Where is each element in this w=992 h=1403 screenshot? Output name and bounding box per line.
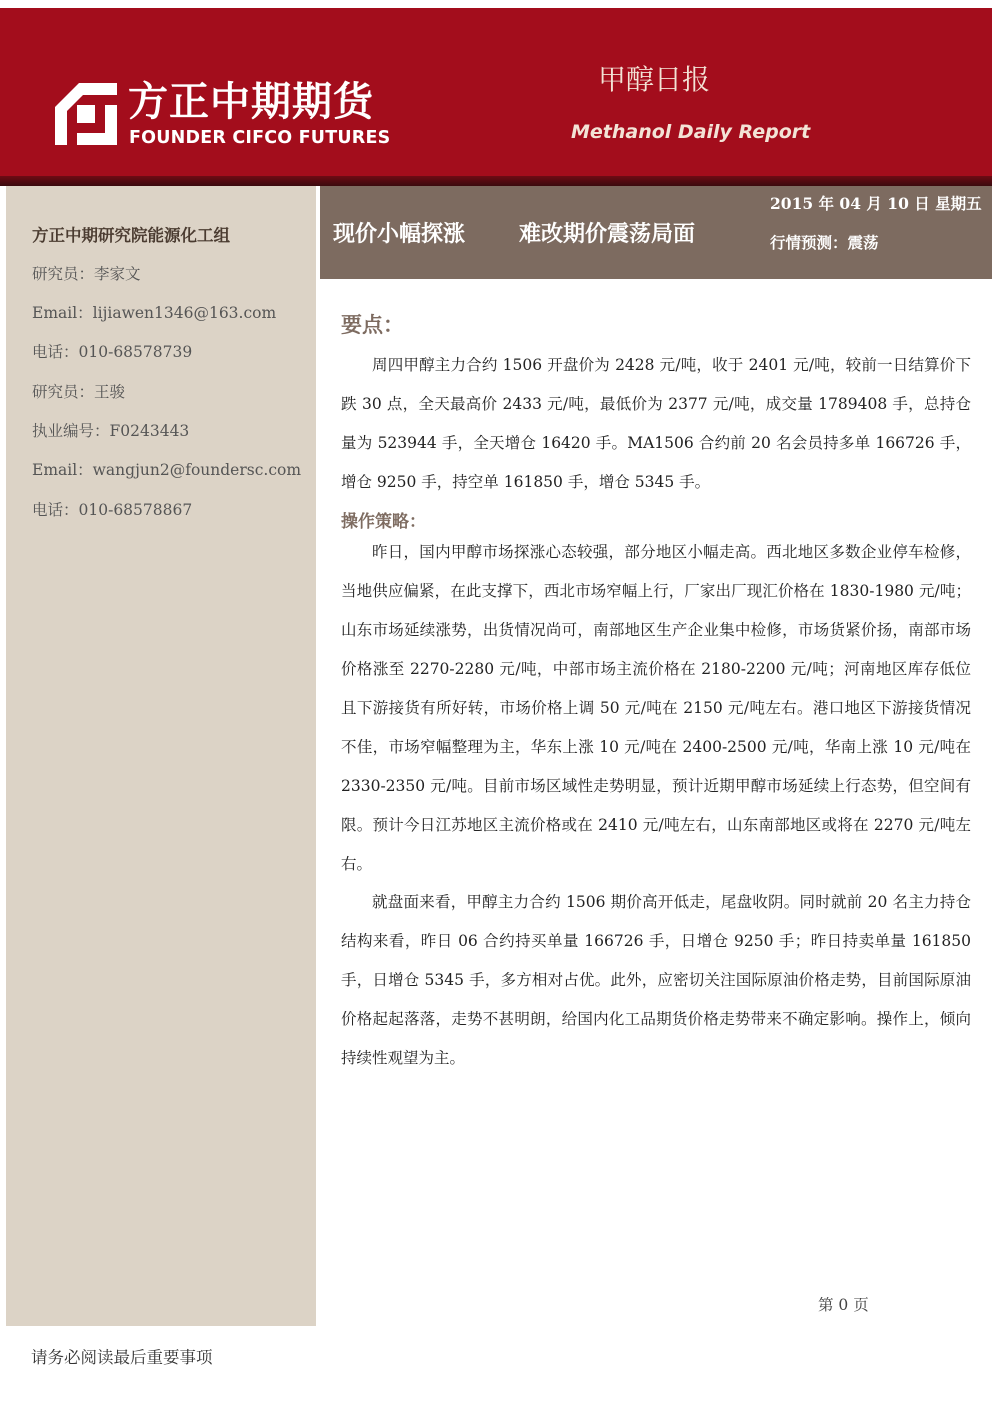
- researcher-2-email: Email：wangjun2@foundersc.com: [32, 461, 302, 479]
- report-subtitle: Methanol Daily Report: [571, 121, 811, 143]
- researcher-1: 研究员：李家文: [32, 265, 141, 283]
- report-date: 2015 年 04 月 10 日 星期五: [770, 194, 982, 213]
- report-title: 甲醇日报: [598, 63, 711, 96]
- company-logo-icon: [55, 83, 117, 145]
- research-group: 方正中期研究院能源化工组: [32, 226, 230, 245]
- strategy-paragraph-1: 昨日，国内甲醇市场探涨心态较强，部分地区小幅走高。西北地区多数企业停车检修，当地供应偏紧，在此支撑下，西北市场窄幅上行，厂家出厂现汇价格在 1830-1980 元/吨；山东市场延续涨势，出货情况尚可，南部地区生产企业集中检修，市场货紧价扬，南部市场价格涨至 2270-2280 元/吨，中部市场主流价格在 2180-2200 元/吨；河南地区库存低位且下游接货有所好转，市场价格上调 50 元/吨在 2150 元/吨左右。港口地区下游接货情况不佳，市场窄幅整理为主，华东上涨 10 元/吨在 2400-2500 元/吨，华南上涨 10 元/吨在 2330-2350 元/吨。目前市场区域性走势明显，预计近期甲醇市场延续上行态势，但空间有限。预计今日江苏地区主流价格或在 2410 元/吨左右，山东南部地区或将在 2270 元/吨左右。: [341, 543, 971, 873]
- headline-secondary: 难改期价震荡局面: [519, 221, 696, 247]
- researcher-2-phone: 电话：010-68578867: [32, 501, 193, 519]
- key-points-paragraph: 周四甲醇主力合约 1506 开盘价为 2428 元/吨，收于 2401 元/吨，较前一日结算价下跌 30 点，全天最高价 2433 元/吨，最低价为 2377 元/吨，成交量 1789408 手，总持仓量为 523944 手，全天增仓 16420 手。MA1506 合约前 20 名会员持多单 166726 手，增仓 9250 手，持空单 161850 手，增仓 5345 手。: [341, 356, 971, 491]
- researcher-2-license: 执业编号：F0243443: [32, 422, 190, 440]
- researcher-1-phone: 电话：010-68578739: [32, 343, 193, 361]
- researcher-1-email: Email：lijiawen1346@163.com: [32, 304, 277, 322]
- contact-sidebar: [6, 186, 316, 1326]
- company-name-en: FOUNDER CIFCO FUTURES: [129, 128, 391, 148]
- page-number: 第 0 页: [818, 1296, 869, 1314]
- headline-primary: 现价小幅探涨: [333, 221, 466, 247]
- strategy-heading: 操作策略：: [341, 512, 426, 532]
- company-name-cn: 方正中期期货: [128, 79, 374, 125]
- key-points-heading: 要点：: [341, 312, 404, 337]
- disclaimer-note: 请务必阅读最后重要事项: [31, 1348, 213, 1367]
- market-forecast: 行情预测：震荡: [770, 233, 879, 252]
- strategy-paragraph-2: 就盘面来看，甲醇主力合约 1506 期价高开低走，尾盘收阴。同时就前 20 名主力持仓结构来看，昨日 06 合约持买单量 166726 手，日增仓 9250 手；昨日持卖单量 161850 手，日增仓 5345 手，多方相对占优。此外，应密切关注国际原油价格走势，目前国际原油价格起起落落，走势不甚明朗，给国内化工品期货价格走势带来不确定影响。操作上，倾向持续性观望为主。: [341, 893, 971, 1067]
- researcher-2: 研究员：王骏: [32, 383, 126, 401]
- header-shadow: [0, 176, 992, 186]
